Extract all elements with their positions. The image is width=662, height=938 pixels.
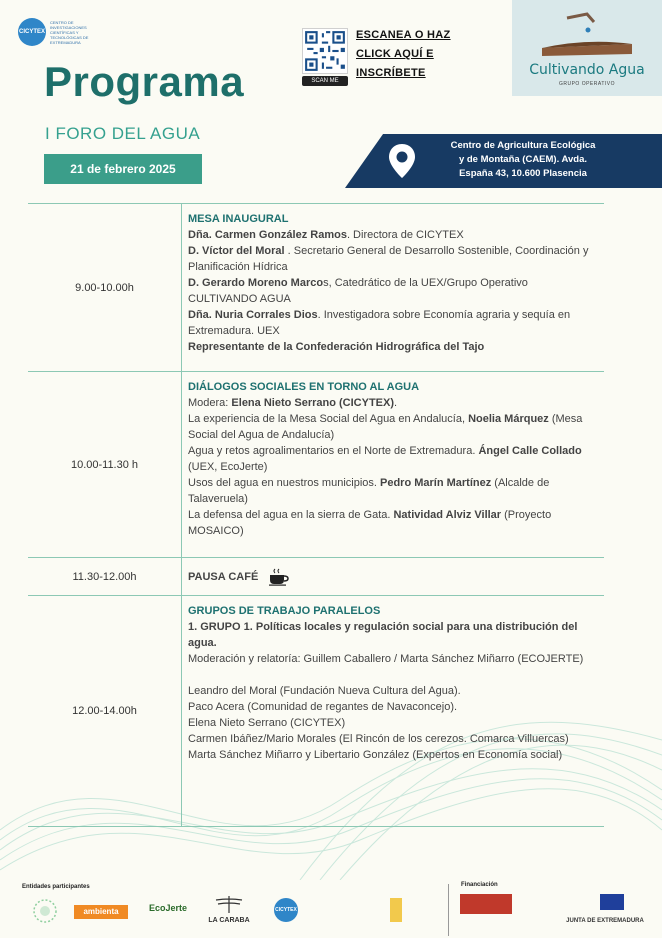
speaker: Dña. Nuria Corrales Dios. Investigadora sobre Economía agraria y sequía en Extremadura. UEX (188, 309, 571, 337)
session-time: 9.00-10.00h (28, 204, 182, 371)
session-heading: PAUSA CAFÉ (188, 570, 259, 583)
venue-line: España 43, 10.600 Plasencia (459, 168, 587, 179)
session-heading: GRUPOS DE TRABAJO PARALELOS (188, 605, 381, 617)
coffee-cup-icon (268, 568, 290, 586)
event-subtitle: I FORO DEL AGUA (45, 124, 201, 143)
speaker: D. Gerardo Moreno Marcos, Catedrático de la UEX/Grupo Operativo CULTIVANDO AGUA (188, 277, 528, 305)
group-moderation: Moderación y relatoría: Guillem Caballero / Marta Sánchez Miñarro (ECOJERTE) (188, 653, 584, 665)
event-date-badge: 21 de febrero 2025 (44, 154, 202, 184)
cicytex-caption: CENTRO DE INVESTIGACIONES CIENTÍFICAS Y TECNOLÓGICAS DE EXTREMADURA (50, 19, 89, 45)
session-content (182, 204, 604, 371)
schedule-row (28, 371, 604, 557)
qr-caption: SCAN ME (302, 76, 348, 86)
ecojerte-logo: EcoJerte (148, 903, 188, 913)
group-title: 1. GRUPO 1. Políticas locales y regulación social para una distribución del agua. (188, 621, 578, 649)
session-heading: MESA INAUGURAL (188, 213, 289, 225)
participant: Elena Nieto Serrano (CICYTEX) (188, 717, 346, 729)
hand-soil-icon (512, 0, 662, 60)
diputacion-logo (390, 898, 402, 922)
cultivando-agua-title: Cultivando Agua (529, 62, 645, 78)
eu-flag-icon (600, 894, 624, 910)
cicytex-logo-mark: CICYTEX (18, 18, 46, 46)
session-time: 10.00-11.30 h (28, 372, 182, 557)
session-time: 12.00-14.00h (28, 596, 182, 826)
participant: Marta Sánchez Miñarro y Libertario González (Expertos en Economía social) (188, 749, 563, 761)
speaker: D. Víctor del Moral . Secretario General de Desarrollo Sostenible, Coordinación y Planificación Hídrica (188, 245, 589, 273)
venue-address (428, 139, 618, 181)
session-time: 11.30-12.00h (28, 558, 182, 595)
venue-line: y de Montaña (CAEM). Avda. (458, 154, 588, 165)
qr-code-icon (303, 29, 347, 73)
participant: Carmen Ibáñez/Mario Morales (El Rincón de los cerezos. Comarca Villuercas) (188, 733, 569, 745)
participant: Leandro del Moral (Fundación Nueva Cultura del Agua). (188, 685, 461, 697)
schedule-table (28, 203, 604, 827)
session-content (182, 372, 604, 557)
register-link-line: CLICK AQUÍ E (356, 48, 434, 60)
session-content (182, 596, 604, 826)
participant: Paco Acera (Comunidad de regantes de Navaconcejo). (188, 701, 458, 713)
session-heading: DIÁLOGOS SOCIALES EN TORNO AL AGUA (188, 381, 420, 393)
speaker: Representante de la Confederación Hidrográfica del Tajo (188, 341, 485, 353)
la-caraba-logo: LA CARABA (208, 917, 250, 924)
location-pin-icon (388, 143, 416, 179)
talk: Usos del agua en nuestros municipios. Pedro Marín Martínez (Alcalde de Talaveruela) (188, 477, 550, 505)
cicytex-footer-logo-text: CICYTEX (275, 907, 297, 913)
cultivando-agua-subtitle: GRUPO OPERATIVO (558, 81, 616, 87)
qr-code[interactable] (302, 28, 348, 74)
junta-extremadura-logo: JUNTA DE EXTREMADURA (566, 918, 644, 924)
talk: Agua y retos agroalimentarios en el Norte de Extremadura. Ángel Calle Collado (UEX, EcoJerte) (188, 445, 582, 473)
page-title: Programa (44, 58, 245, 105)
partner-logo-circle-icon (30, 896, 60, 930)
cicytex-footer-logo (274, 898, 298, 922)
funding-label: Financiación (461, 882, 498, 888)
ambienta-logo: ambienta (74, 905, 128, 919)
schedule-row (28, 557, 604, 595)
register-link-line: INSCRÍBETE (356, 67, 426, 79)
session-content (182, 558, 604, 595)
schedule-row (28, 595, 604, 827)
dragonfly-icon (212, 894, 246, 914)
talk: La defensa del agua en la sierra de Gata. Natividad Alviz Villar (Proyecto MOSAICO) (188, 509, 552, 537)
register-link-line: ESCANEA O HAZ (356, 29, 451, 41)
schedule-row (28, 203, 604, 371)
register-link[interactable] (356, 26, 451, 83)
talk: La experiencia de la Mesa Social del Agua en Andalucía, Noelia Márquez (Mesa Social del Agua de Andalucía) (188, 413, 583, 441)
speaker: Dña. Carmen González Ramos. Directora de CICYTEX (188, 229, 464, 241)
cicytex-logo (18, 18, 110, 46)
participants-label: Entidades participantes (22, 884, 90, 890)
moderator: Modera: Elena Nieto Serrano (CICYTEX). (188, 397, 398, 409)
eu-feader-logo (460, 894, 512, 914)
venue-line: Centro de Agricultura Ecológica (450, 140, 596, 151)
footer-divider (448, 884, 449, 936)
